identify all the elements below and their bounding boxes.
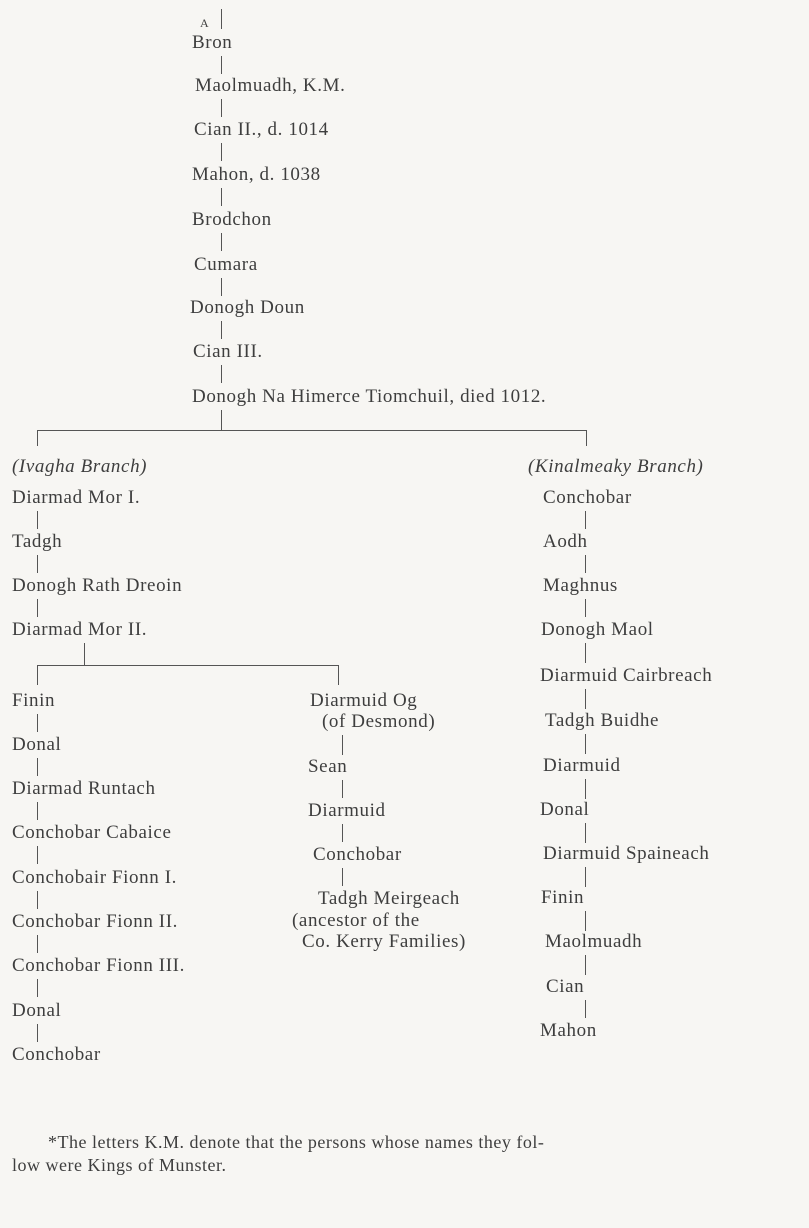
- finin-name: Conchobair Fionn I.: [12, 867, 177, 888]
- connector: [37, 430, 38, 446]
- marker-a: A: [200, 16, 210, 30]
- finin-name: Donal: [12, 734, 62, 755]
- connector: [84, 643, 85, 665]
- connector: [338, 665, 339, 685]
- connector: [37, 758, 38, 776]
- finin-name: Conchobar: [12, 1044, 101, 1065]
- desmond-note: (ancestor of the: [292, 910, 420, 931]
- connector: [585, 867, 586, 887]
- connector: [37, 802, 38, 820]
- branch-label: (Ivagha Branch): [12, 456, 148, 477]
- trunk-name: Bron: [192, 32, 233, 53]
- desmond-name: Sean: [308, 756, 348, 777]
- trunk-name: Cian III.: [193, 341, 263, 362]
- ivagha-name: Diarmad Mor I.: [12, 487, 141, 508]
- connector: [585, 1000, 586, 1018]
- desmond-name: Conchobar: [313, 844, 402, 865]
- connector: [342, 735, 343, 755]
- connector: [585, 643, 586, 663]
- ivagha-name: Diarmad Mor II.: [12, 619, 148, 640]
- kinalmeaky-name: Diarmuid Spaineach: [543, 843, 710, 864]
- trunk-name: Donogh Doun: [190, 297, 305, 318]
- connector: [585, 511, 586, 529]
- connector: [221, 321, 222, 339]
- trunk-name: Brodchon: [192, 209, 272, 230]
- connector: [37, 714, 38, 732]
- connector: [221, 365, 222, 383]
- desmond-note: (of Desmond): [322, 711, 436, 732]
- connector: [585, 955, 586, 975]
- connector: [221, 188, 222, 206]
- connector: [221, 410, 222, 430]
- trunk-name: Cumara: [194, 254, 258, 275]
- connector: [585, 823, 586, 843]
- footnote: [12, 1131, 772, 1177]
- finin-name: Diarmad Runtach: [12, 778, 156, 799]
- connector: [221, 143, 222, 161]
- connector: [221, 9, 222, 29]
- finin-name: Conchobar Fionn III.: [12, 955, 185, 976]
- connector: [221, 233, 222, 251]
- kinalmeaky-name: Diarmuid: [543, 755, 621, 776]
- connector: [37, 511, 38, 529]
- trunk-name: Donogh Na Himerce Tiomchuil, died 1012.: [192, 386, 547, 407]
- connector: [37, 599, 38, 617]
- connector: [585, 689, 586, 709]
- kinalmeaky-name: Donogh Maol: [541, 619, 654, 640]
- branch-label: (Kinalmeaky Branch): [528, 456, 704, 477]
- kinalmeaky-name: Tadgh Buidhe: [545, 710, 660, 731]
- desmond-name: Diarmuid Og: [310, 690, 418, 711]
- connector: [342, 868, 343, 886]
- connector: [585, 555, 586, 573]
- finin-name: Conchobar Fionn II.: [12, 911, 179, 932]
- connector: [342, 780, 343, 798]
- connector: [37, 1024, 38, 1042]
- finin-name: Donal: [12, 1000, 62, 1021]
- finin-name: Conchobar Cabaice: [12, 822, 172, 843]
- connector: [585, 734, 586, 754]
- connector: [37, 935, 38, 953]
- desmond-name: Tadgh Meirgeach: [318, 888, 460, 909]
- ivagha-name: Donogh Rath Dreoin: [12, 575, 183, 596]
- connector: [37, 555, 38, 573]
- footnote-line: *The letters K.M. denote that the persons whose names they fol-: [48, 1132, 545, 1152]
- trunk-name: Cian II., d. 1014: [194, 119, 329, 140]
- connector: [221, 278, 222, 296]
- kinalmeaky-name: Conchobar: [543, 487, 632, 508]
- kinalmeaky-name: Cian: [546, 976, 585, 997]
- kinalmeaky-name: Maghnus: [543, 575, 618, 596]
- kinalmeaky-name: Mahon: [540, 1020, 597, 1041]
- connector: [586, 430, 587, 446]
- trunk-name: Mahon, d. 1038: [192, 164, 321, 185]
- connector: [37, 979, 38, 997]
- finin-name: Finin: [12, 690, 56, 711]
- desmond-name: Diarmuid: [308, 800, 386, 821]
- connector: [37, 846, 38, 864]
- kinalmeaky-name: Aodh: [543, 531, 588, 552]
- connector: [221, 99, 222, 117]
- sub-split-line: [37, 665, 338, 666]
- connector: [585, 779, 586, 799]
- connector: [37, 891, 38, 909]
- footnote-line: low were Kings of Munster.: [12, 1155, 227, 1175]
- trunk-name: Maolmuadh, K.M.: [195, 75, 346, 96]
- connector: [342, 824, 343, 842]
- connector: [585, 911, 586, 931]
- connector: [585, 599, 586, 617]
- kinalmeaky-name: Diarmuid Cairbreach: [540, 665, 713, 686]
- connector: [221, 56, 222, 74]
- desmond-note: Co. Kerry Families): [302, 931, 466, 952]
- kinalmeaky-name: Donal: [540, 799, 590, 820]
- kinalmeaky-name: Finin: [541, 887, 585, 908]
- connector: [37, 665, 38, 685]
- branch-split-line: [37, 430, 586, 431]
- kinalmeaky-name: Maolmuadh: [545, 931, 643, 952]
- ivagha-name: Tadgh: [12, 531, 63, 552]
